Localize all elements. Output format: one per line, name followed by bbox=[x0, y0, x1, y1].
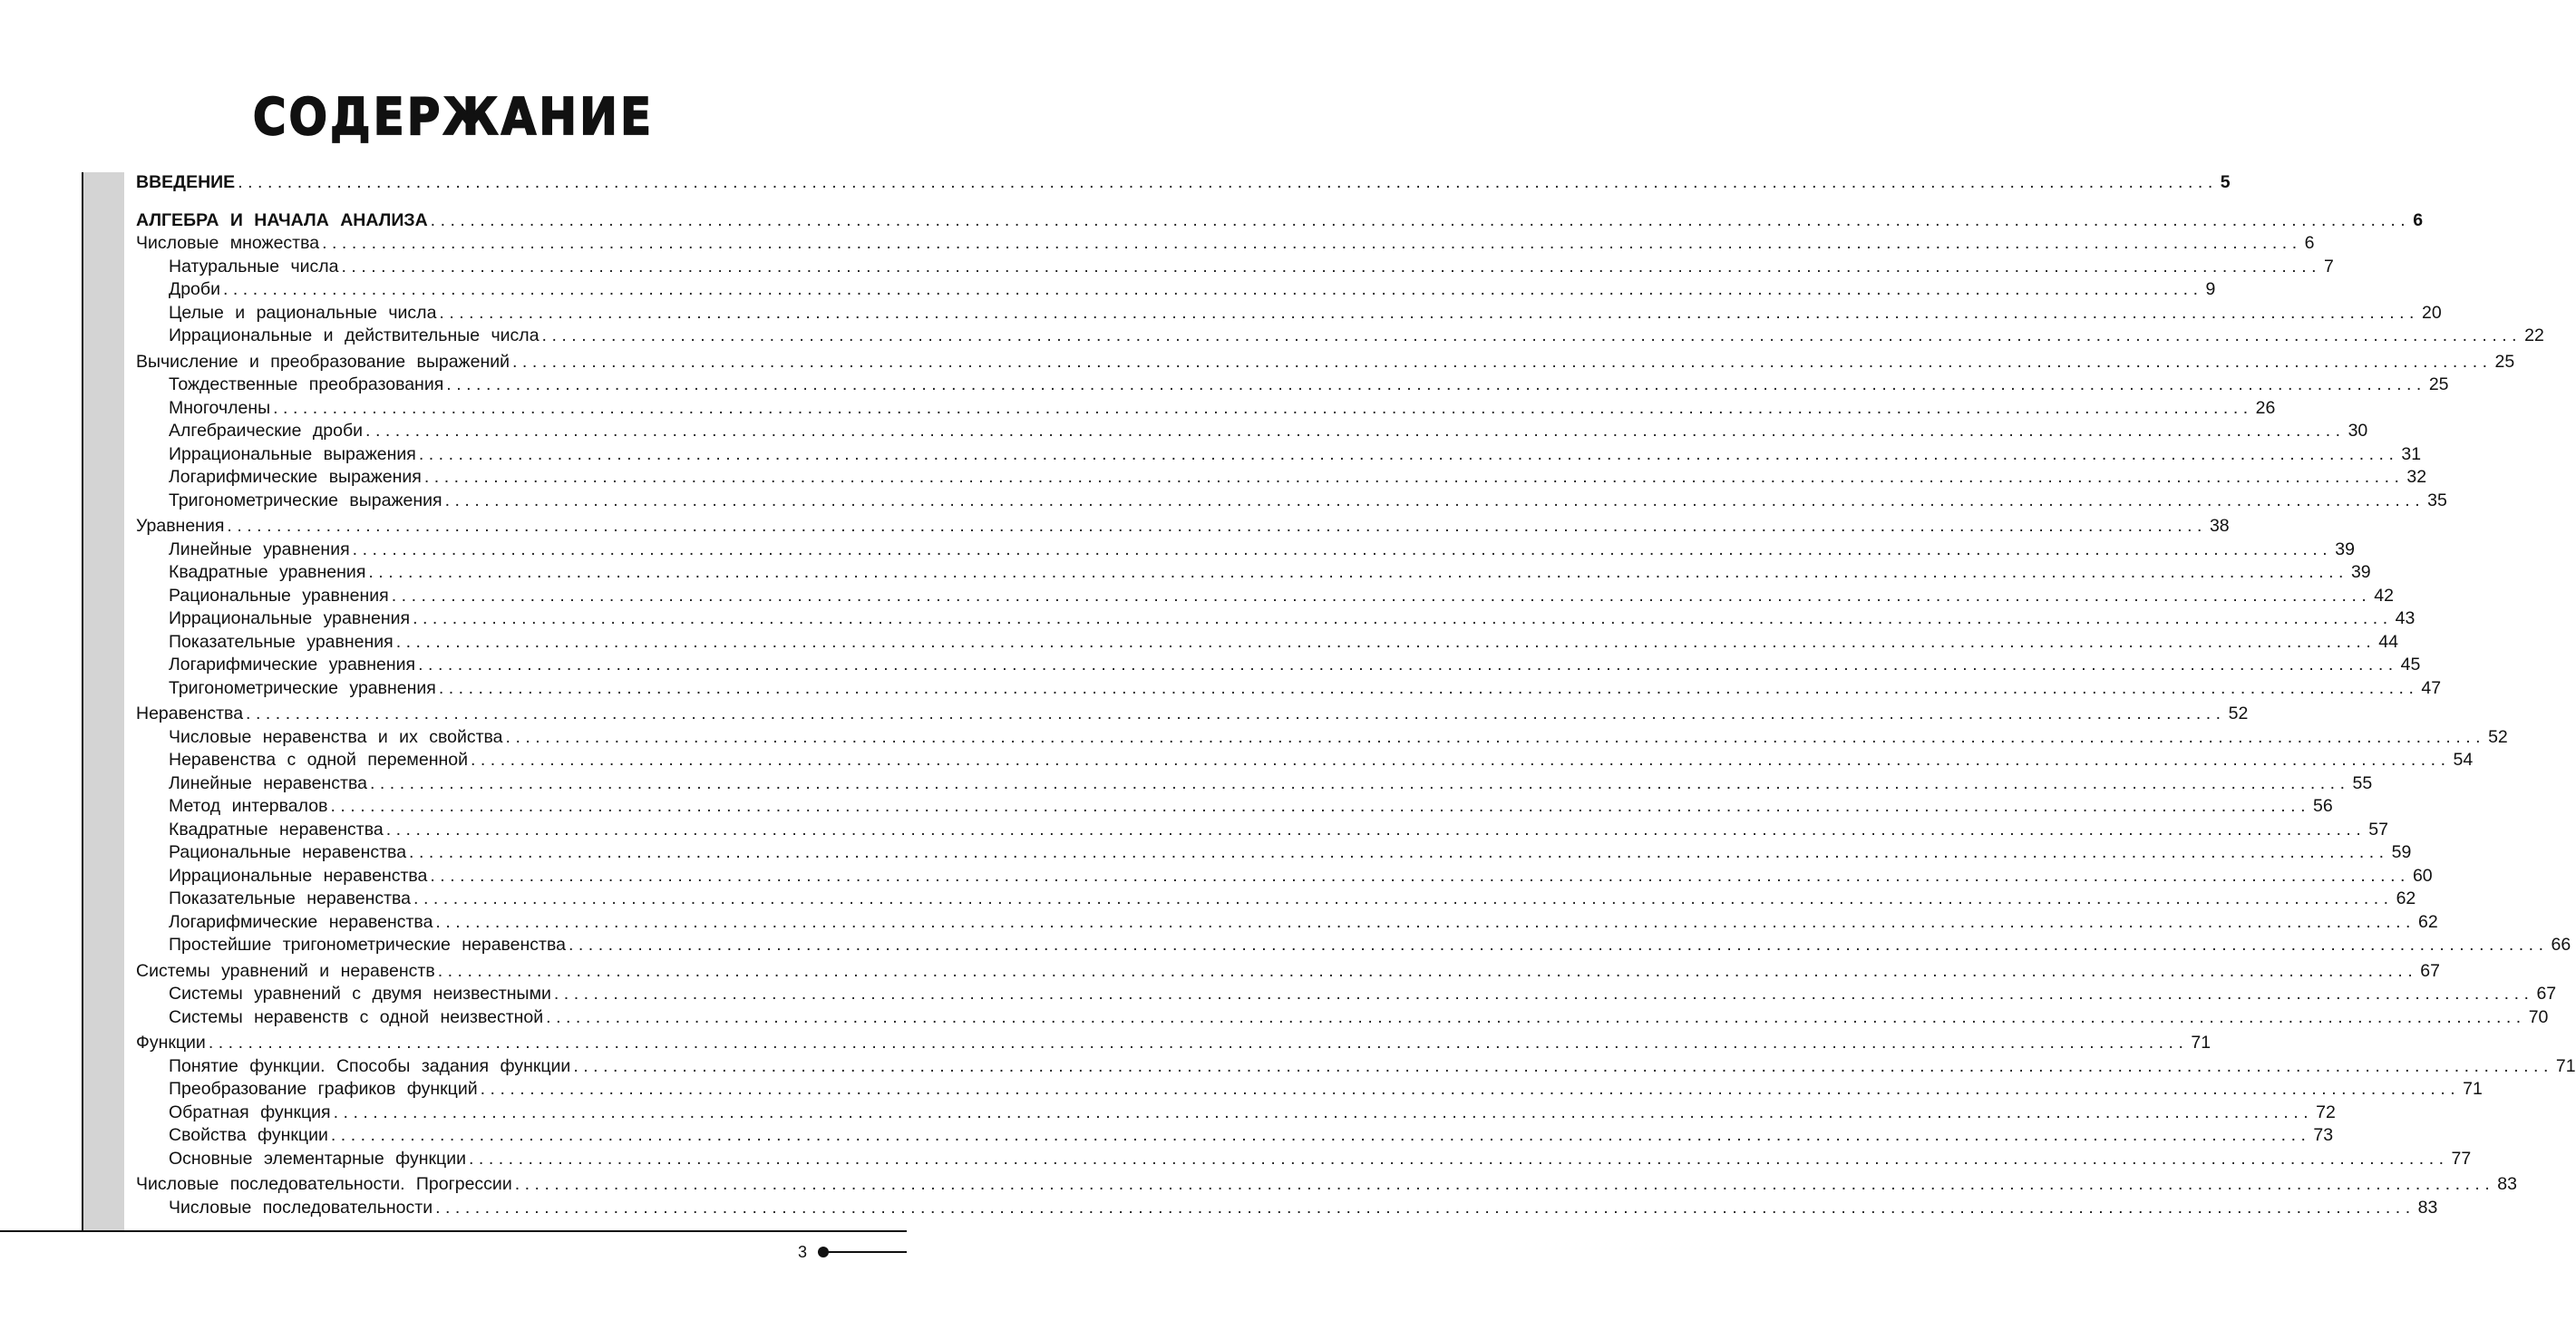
toc-entry bbox=[136, 726, 2508, 751]
toc-entry-label: Свойства функции bbox=[169, 1125, 328, 1145]
toc-entry bbox=[136, 1033, 2211, 1056]
toc-entry-label: Показательные неравенства bbox=[169, 888, 412, 908]
table-of-contents bbox=[136, 169, 2576, 1220]
dot-leader: ........................................................................................................................................................................................................ bbox=[435, 1197, 2416, 1218]
toc-entry-label: Квадратные неравенства bbox=[169, 819, 384, 840]
page-number: 3 bbox=[798, 1242, 808, 1261]
toc-entry bbox=[136, 1197, 2438, 1221]
dot-leader: ........................................................................................................................................................................................................ bbox=[341, 256, 2322, 277]
toc-entry-page: 20 bbox=[2421, 302, 2442, 323]
toc-entry-label: Целые и рациональные числа bbox=[169, 302, 437, 323]
toc-entry bbox=[136, 704, 2249, 727]
dot-leader: ........................................................................................................................................................................................................ bbox=[273, 397, 2253, 418]
toc-entry bbox=[136, 1125, 2334, 1149]
toc-entry-label: Иррациональные уравнения bbox=[169, 608, 411, 628]
toc-entry bbox=[136, 421, 2368, 444]
toc-entry bbox=[136, 888, 2416, 912]
dot-leader: ........................................................................................................................................................................................................ bbox=[330, 796, 2310, 816]
toc-entry bbox=[136, 631, 2398, 655]
dot-leader: ........................................................................................................................................................................................................ bbox=[435, 911, 2416, 932]
toc-entry-label: Иррациональные и действительные числа bbox=[169, 325, 540, 345]
toc-entry-page: 25 bbox=[2428, 374, 2449, 394]
toc-entry bbox=[136, 490, 2447, 514]
toc-entry bbox=[136, 325, 2544, 349]
toc-entry-page: 52 bbox=[2488, 726, 2508, 747]
toc-entry-page: 47 bbox=[2421, 677, 2442, 698]
toc-entry-page: 55 bbox=[2352, 772, 2373, 793]
toc-entry-page: 83 bbox=[2417, 1197, 2438, 1218]
toc-entry-label: Функции bbox=[136, 1033, 206, 1053]
bottom-rule bbox=[0, 1230, 907, 1232]
toc-entry-page: 54 bbox=[2453, 750, 2474, 770]
dot-leader: ........................................................................................................................................................................................................ bbox=[246, 704, 2226, 723]
dot-leader: ........................................................................................................................................................................................................ bbox=[413, 608, 2393, 628]
dot-leader: ........................................................................................................................................................................................................ bbox=[418, 443, 2399, 464]
dot-leader: ........................................................................................................................................................................................................ bbox=[514, 1174, 2495, 1194]
toc-entry-page: 9 bbox=[2205, 279, 2216, 299]
toc-entry-page: 7 bbox=[2324, 256, 2334, 277]
toc-entry-page: 31 bbox=[2401, 443, 2422, 464]
toc-entry-label: Тригонометрические уравнения bbox=[169, 677, 436, 698]
dot-leader: ........................................................................................................................................................................................................ bbox=[418, 655, 2398, 675]
dot-leader: ........................................................................................................................................................................................................ bbox=[352, 539, 2333, 559]
dot-leader: ........................................................................................................................................................................................................ bbox=[333, 1102, 2314, 1122]
toc-entry-label: Логарифмические выражения bbox=[169, 467, 422, 487]
dot-leader: ........................................................................................................................................................................................................ bbox=[468, 1148, 2449, 1169]
toc-entry bbox=[136, 302, 2442, 326]
toc-entry bbox=[136, 750, 2474, 773]
toc-entry bbox=[136, 562, 2371, 586]
toc-entry-label: ВВЕДЕНИЕ bbox=[136, 172, 236, 192]
toc-entry bbox=[136, 209, 2424, 234]
dot-leader: ........................................................................................................................................................................................................ bbox=[395, 631, 2377, 652]
dot-leader: ........................................................................................................................................................................................................ bbox=[409, 842, 2389, 862]
toc-entry-page: 42 bbox=[2374, 585, 2394, 606]
toc-entry-page: 60 bbox=[2412, 865, 2433, 886]
toc-entry bbox=[136, 772, 2373, 797]
toc-entry-label: Простейшие тригонометрические неравенства bbox=[169, 935, 566, 955]
toc-entry bbox=[136, 935, 2571, 958]
toc-entry-page: 35 bbox=[2427, 490, 2447, 510]
dot-leader: ........................................................................................................................................................................................................ bbox=[546, 1006, 2526, 1027]
toc-entry bbox=[136, 1055, 2576, 1080]
toc-entry-page: 57 bbox=[2368, 819, 2388, 840]
toc-entry-page: 71 bbox=[2191, 1033, 2211, 1053]
toc-entry-page: 70 bbox=[2528, 1006, 2549, 1027]
toc-entry-page: 56 bbox=[2312, 796, 2333, 816]
toc-entry bbox=[136, 1102, 2336, 1126]
toc-entry-page: 26 bbox=[2255, 397, 2276, 418]
toc-entry-label: Системы уравнений с двумя неизвестными bbox=[169, 984, 551, 1004]
toc-entry bbox=[136, 655, 2421, 678]
toc-entry-page: 72 bbox=[2316, 1102, 2336, 1122]
dot-leader: ........................................................................................................................................................................................................ bbox=[385, 819, 2367, 840]
toc-entry bbox=[136, 984, 2557, 1007]
toc-entry-page: 73 bbox=[2313, 1125, 2334, 1145]
toc-entry-page: 71 bbox=[2555, 1055, 2576, 1076]
toc-entry-page: 6 bbox=[2413, 209, 2424, 230]
toc-entry-page: 39 bbox=[2350, 562, 2371, 582]
toc-entry bbox=[136, 172, 2231, 196]
toc-entry-page: 67 bbox=[2420, 960, 2440, 981]
toc-entry-label: Числовые последовательности. Прогрессии bbox=[136, 1174, 512, 1194]
toc-entry bbox=[136, 397, 2276, 422]
toc-entry-page: 67 bbox=[2536, 984, 2557, 1004]
toc-entry-label: Линейные неравенства bbox=[169, 772, 367, 793]
toc-entry-label: Иррациональные выражения bbox=[169, 443, 416, 464]
dot-leader: ........................................................................................................................................................................................................ bbox=[222, 279, 2203, 299]
toc-entry bbox=[136, 467, 2427, 490]
toc-entry-page: 32 bbox=[2406, 467, 2427, 487]
toc-entry-label: Системы уравнений и неравенств bbox=[136, 960, 435, 981]
toc-entry-page: 83 bbox=[2497, 1174, 2517, 1194]
dot-leader: ........................................................................................................................................................................................................ bbox=[438, 677, 2419, 698]
toc-entry-label: Алгебраические дроби bbox=[169, 421, 364, 441]
toc-entry-page: 45 bbox=[2400, 655, 2421, 675]
page-footer bbox=[798, 1239, 907, 1265]
dot-leader: ........................................................................................................................................................................................................ bbox=[573, 1055, 2553, 1076]
toc-entry bbox=[136, 819, 2388, 843]
page-title: СОДЕРЖАНИЕ bbox=[252, 87, 655, 147]
toc-entry-page: 5 bbox=[2220, 172, 2231, 192]
toc-entry-label: Дроби bbox=[169, 279, 220, 299]
dot-leader: ........................................................................................................................................................................................................ bbox=[444, 490, 2425, 510]
dot-leader: ........................................................................................................................................................................................................ bbox=[541, 325, 2523, 345]
toc-entry-label: АЛГЕБРА И НАЧАЛА АНАЛИЗА bbox=[136, 209, 428, 230]
toc-entry-page: 77 bbox=[2451, 1148, 2472, 1169]
toc-entry-label: Основные элементарные функции bbox=[169, 1148, 466, 1169]
toc-entry-label: Вычисление и преобразование выражений bbox=[136, 351, 510, 372]
toc-entry-label: Преобразование графиков функций bbox=[169, 1079, 478, 1099]
toc-entry-page: 25 bbox=[2494, 351, 2515, 372]
toc-entry-label: Показательные уравнения bbox=[169, 631, 394, 652]
toc-entry bbox=[136, 960, 2440, 985]
toc-entry-label: Тождественные преобразования bbox=[169, 374, 444, 394]
toc-entry bbox=[136, 374, 2449, 398]
toc-entry bbox=[136, 233, 2315, 257]
toc-entry bbox=[136, 1079, 2483, 1102]
toc-entry-page: 30 bbox=[2348, 421, 2368, 441]
toc-entry-label: Системы неравенств с одной неизвестной bbox=[169, 1006, 544, 1027]
dot-leader: ........................................................................................................................................................................................................ bbox=[238, 172, 2218, 192]
toc-entry bbox=[136, 865, 2433, 889]
toc-entry-page: 44 bbox=[2378, 631, 2398, 652]
dot-leader: ........................................................................................................................................................................................................ bbox=[391, 585, 2372, 606]
dot-leader: ........................................................................................................................................................................................................ bbox=[430, 209, 2411, 230]
toc-entry-page: 39 bbox=[2335, 539, 2355, 559]
toc-entry-label: Логарифмические неравенства bbox=[169, 911, 433, 932]
dot-leader: ........................................................................................................................................................................................................ bbox=[423, 467, 2405, 487]
toc-entry-label: Логарифмические уравнения bbox=[169, 655, 416, 675]
toc-entry bbox=[136, 279, 2216, 303]
footer-line bbox=[827, 1251, 907, 1253]
toc-entry bbox=[136, 585, 2394, 609]
toc-entry bbox=[136, 911, 2438, 936]
toc-entry bbox=[136, 608, 2416, 632]
toc-entry-page: 52 bbox=[2228, 704, 2249, 723]
dot-leader: ........................................................................................................................................................................................................ bbox=[568, 935, 2549, 955]
toc-entry bbox=[136, 539, 2355, 563]
toc-entry-label: Неравенства bbox=[136, 704, 244, 723]
dot-leader: ........................................................................................................................................................................................................ bbox=[330, 1125, 2311, 1145]
dot-leader: ........................................................................................................................................................................................................ bbox=[227, 516, 2207, 536]
dot-leader: ........................................................................................................................................................................................................ bbox=[505, 726, 2486, 747]
toc-entry bbox=[136, 1174, 2517, 1198]
toc-entry bbox=[136, 516, 2230, 539]
toc-entry-label: Линейные уравнения bbox=[169, 539, 350, 559]
toc-entry-label: Квадратные уравнения bbox=[169, 562, 366, 582]
dot-leader: ........................................................................................................................................................................................................ bbox=[512, 351, 2493, 372]
toc-entry-label: Тригонометрические выражения bbox=[169, 490, 442, 510]
toc-entry-label: Иррациональные неравенства bbox=[169, 865, 428, 886]
toc-entry-page: 6 bbox=[2304, 233, 2315, 253]
toc-entry-label: Уравнения bbox=[136, 516, 225, 536]
toc-entry bbox=[136, 351, 2515, 375]
toc-entry-label: Неравенства с одной переменной bbox=[169, 750, 468, 770]
dot-leader: ........................................................................................................................................................................................................ bbox=[368, 562, 2348, 582]
toc-entry bbox=[136, 796, 2333, 820]
toc-entry-page: 43 bbox=[2395, 608, 2416, 628]
toc-entry bbox=[136, 677, 2442, 702]
toc-entry-label: Числовые последовательности bbox=[169, 1197, 433, 1218]
dot-leader: ........................................................................................................................................................................................................ bbox=[208, 1033, 2189, 1053]
toc-entry bbox=[136, 1006, 2549, 1031]
sidebar-bar bbox=[82, 172, 124, 1231]
toc-entry bbox=[136, 256, 2334, 280]
toc-entry-page: 62 bbox=[2417, 911, 2438, 932]
dot-leader: ........................................................................................................................................................................................................ bbox=[322, 233, 2302, 253]
toc-entry-page: 71 bbox=[2463, 1079, 2483, 1099]
dot-leader: ........................................................................................................................................................................................................ bbox=[437, 960, 2418, 981]
dot-leader: ........................................................................................................................................................................................................ bbox=[430, 865, 2410, 886]
toc-entry-page: 38 bbox=[2209, 516, 2230, 536]
toc-entry-label: Обратная функция bbox=[169, 1102, 331, 1122]
dot-leader: ........................................................................................................................................................................................................ bbox=[480, 1079, 2461, 1099]
toc-entry-label: Натуральные числа bbox=[169, 256, 339, 277]
toc-entry-label: Рациональные неравенства bbox=[169, 842, 407, 862]
toc-entry-page: 59 bbox=[2391, 842, 2412, 862]
dot-leader: ........................................................................................................................................................................................................ bbox=[413, 888, 2394, 908]
dot-leader: ........................................................................................................................................................................................................ bbox=[439, 302, 2419, 323]
toc-entry-label: Понятие функции. Способы задания функции bbox=[169, 1055, 571, 1076]
dot-leader: ........................................................................................................................................................................................................ bbox=[446, 374, 2426, 394]
toc-entry-label: Числовые множества bbox=[136, 233, 320, 253]
toc-entry-page: 62 bbox=[2396, 888, 2416, 908]
dot-leader: ........................................................................................................................................................................................................ bbox=[369, 772, 2350, 793]
dot-leader: ........................................................................................................................................................................................................ bbox=[553, 984, 2534, 1004]
dot-leader: ........................................................................................................................................................................................................ bbox=[365, 421, 2346, 441]
toc-entry bbox=[136, 1148, 2472, 1172]
toc-entry-page: 66 bbox=[2551, 935, 2571, 955]
toc-entry bbox=[136, 443, 2422, 468]
toc-entry-label: Рациональные уравнения bbox=[169, 585, 389, 606]
dot-leader: ........................................................................................................................................................................................................ bbox=[470, 750, 2451, 770]
toc-entry-label: Числовые неравенства и их свойства bbox=[169, 726, 503, 747]
toc-entry-label: Многочлены bbox=[169, 397, 271, 418]
toc-entry bbox=[136, 842, 2412, 866]
toc-entry-page: 22 bbox=[2524, 325, 2544, 345]
toc-entry-label: Метод интервалов bbox=[169, 796, 328, 816]
